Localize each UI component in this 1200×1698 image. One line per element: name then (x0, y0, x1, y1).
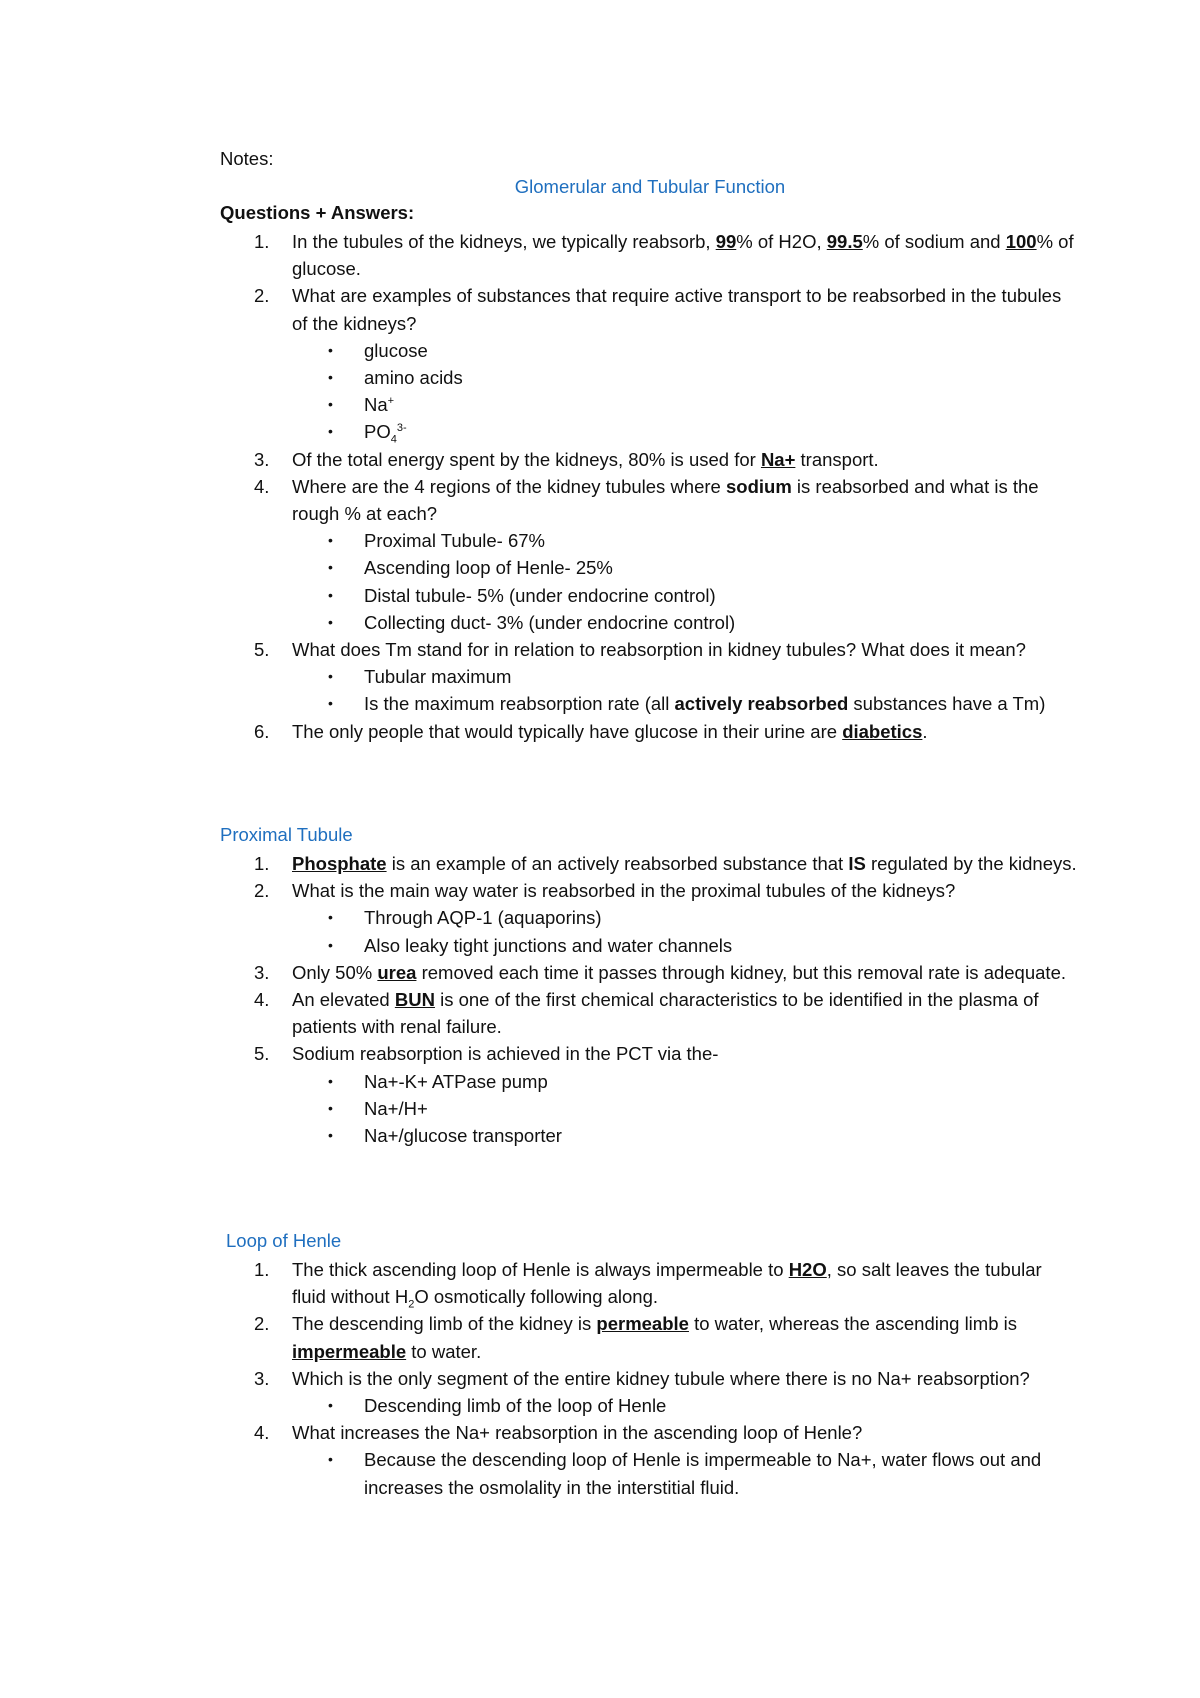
text: amino acids (364, 367, 463, 389)
bullet-icon: • (328, 369, 333, 386)
bullet-item (220, 391, 1080, 418)
subscript: 2 (408, 1298, 415, 1311)
bullet-icon: • (328, 695, 333, 712)
text: Distal tubule- 5% (under endocrine control) (364, 584, 716, 606)
key-value: 99 (715, 231, 737, 252)
list-number: 4. (254, 1422, 270, 1444)
text: % of glucose. (292, 231, 1074, 280)
text: The only people that would typically have glucose in their urine are (292, 720, 843, 742)
text: to water, whereas the ascending limb is (688, 1313, 1017, 1335)
key-value: H2O (788, 1259, 827, 1280)
text: to water. (406, 1340, 482, 1362)
bullet-item (220, 690, 1080, 717)
list-number: 3. (254, 448, 270, 470)
list-item (220, 1365, 1080, 1419)
bullet-icon: • (328, 586, 333, 603)
bullet-item (220, 418, 1080, 445)
document-title: Glomerular and Tubular Function (514, 176, 786, 197)
subscript: 4 (390, 434, 397, 447)
key-value: Na+ (760, 448, 796, 470)
text: Where are the 4 regions of the kidney tubules where (292, 475, 726, 497)
bullet-icon: • (328, 1127, 333, 1144)
text: Collecting duct- 3% (under endocrine control) (364, 611, 736, 633)
bullet-item (220, 582, 1080, 609)
list-item (220, 986, 1080, 1040)
qa-heading: Questions + Answers: (220, 202, 415, 223)
bullet-item (220, 554, 1080, 581)
text: Ascending loop of Henle- 25% (364, 557, 613, 579)
text: Na+-K+ ATPase pump (364, 1070, 548, 1092)
bullet-icon: • (328, 909, 333, 926)
superscript: 3- (396, 422, 407, 435)
text: Na (364, 394, 388, 416)
bullet-list (292, 527, 1080, 636)
bullet-list (292, 337, 1080, 446)
bullet-item (220, 663, 1080, 690)
section-heading-loop-of-henle: Loop of Henle (226, 1230, 342, 1251)
list-item (220, 636, 1080, 718)
text: Sodium reabsorption is achieved in the PCT via the- (292, 1043, 719, 1065)
key-term: sodium (725, 475, 792, 497)
text: The thick ascending loop of Henle is always impermeable to (292, 1259, 789, 1280)
text: is reabsorbed and what is the rough % at each? (292, 475, 1039, 525)
text: Through AQP-1 (aquaporins) (364, 907, 602, 929)
text: Also leaky tight junctions and water channels (364, 934, 733, 956)
text: Descending limb of the loop of Henle (364, 1395, 667, 1417)
text: is an example of an actively reabsorbed substance that (386, 853, 849, 874)
proximal-tubule-list (220, 850, 1080, 1149)
loop-of-henle-list (220, 1256, 1080, 1501)
bullet-icon: • (328, 668, 333, 685)
list-item (220, 1310, 1080, 1364)
bullet-icon: • (328, 341, 333, 358)
text: What is the main way water is reabsorbed in the proximal tubules of the kidneys? (292, 880, 956, 902)
list-number: 1. (254, 853, 270, 874)
text: Tubular maximum (364, 666, 512, 688)
text: An elevated (292, 989, 395, 1011)
list-number: 2. (254, 285, 270, 307)
list-number: 3. (254, 961, 270, 983)
bullet-item (220, 1122, 1080, 1149)
list-number: 3. (254, 1367, 270, 1389)
key-term: IS (848, 853, 866, 874)
bullet-item (220, 1446, 1080, 1500)
text: PO (364, 421, 391, 443)
bullet-icon: • (328, 423, 333, 440)
text: removed each time it passes through kidney, but this removal rate is adequate. (416, 961, 1066, 983)
key-value: impermeable (292, 1340, 407, 1362)
list-number: 1. (254, 231, 270, 252)
key-term: actively reabsorbed (674, 693, 849, 715)
text: % of sodium and (862, 231, 1006, 252)
text: Proximal Tubule- 67% (364, 530, 545, 552)
bullet-item (220, 337, 1080, 364)
key-value: 100 (1005, 231, 1037, 252)
bullet-item (220, 1068, 1080, 1095)
text: transport. (795, 448, 879, 470)
key-value: diabetics (842, 720, 923, 742)
key-value: Phosphate (292, 853, 387, 874)
list-item (220, 959, 1080, 986)
list-item (220, 282, 1080, 445)
bullet-item (220, 932, 1080, 959)
text: Because the descending loop of Henle is impermeable to Na+, water flows out and increases the osmolality in the interstitial fluid. (364, 1449, 1042, 1498)
superscript: + (387, 395, 395, 408)
bullet-list (292, 1446, 1080, 1500)
text: % of H2O, (736, 231, 827, 252)
bullet-list (292, 1068, 1080, 1150)
list-item (220, 1256, 1080, 1310)
text: What does Tm stand for in relation to reabsorption in kidney tubules? What does it mean? (292, 639, 1026, 661)
key-value: permeable (596, 1313, 689, 1335)
key-value: BUN (394, 989, 435, 1011)
list-item (220, 1040, 1080, 1149)
list-number: 6. (254, 720, 270, 742)
text: In the tubules of the kidneys, we typically reabsorb, (292, 231, 716, 252)
text: Is the maximum reabsorption rate (all (364, 693, 675, 715)
text: , so salt leaves the tubular fluid without H (292, 1259, 1042, 1308)
bullet-icon: • (328, 1072, 333, 1089)
text: . (922, 720, 928, 742)
text: What increases the Na+ reabsorption in the ascending loop of Henle? (292, 1422, 863, 1444)
text: Of the total energy spent by the kidneys, 80% is used for (292, 448, 761, 470)
bullet-icon: • (328, 1397, 333, 1414)
list-item (220, 718, 1080, 745)
list-number: 4. (254, 989, 270, 1011)
text: O osmotically following along. (414, 1286, 659, 1308)
bullet-list (292, 663, 1080, 717)
list-item (220, 850, 1080, 877)
bullet-icon: • (328, 1451, 333, 1468)
bullet-icon: • (328, 559, 333, 576)
list-number: 1. (254, 1259, 270, 1280)
bullet-list (292, 1392, 1080, 1419)
text: Na+/H+ (364, 1097, 428, 1119)
list-number: 5. (254, 1043, 270, 1065)
bullet-icon: • (328, 936, 333, 953)
bullet-item (220, 364, 1080, 391)
key-value: urea (377, 961, 417, 983)
notes-label: Notes: (220, 148, 274, 169)
text: What are examples of substances that require active transport to be reabsorbed in the tubules of the kidneys? (292, 285, 1062, 334)
list-item (220, 446, 1080, 473)
list-number: 4. (254, 475, 270, 497)
list-number: 2. (254, 1313, 270, 1335)
list-item (220, 877, 1080, 959)
text: Only 50% (292, 961, 378, 983)
text: regulated by the kidneys. (865, 853, 1077, 874)
key-value: 99.5 (826, 231, 863, 252)
section-heading-proximal-tubule: Proximal Tubule (220, 824, 353, 845)
bullet-item (220, 904, 1080, 931)
bullet-list (292, 904, 1080, 958)
text: Which is the only segment of the entire kidney tubule where there is no Na+ reabsorption? (292, 1367, 1030, 1389)
qa-list (220, 228, 1080, 745)
bullet-icon: • (328, 613, 333, 630)
bullet-icon: • (328, 532, 333, 549)
list-number: 2. (254, 880, 270, 902)
text: substances have a Tm) (848, 693, 1046, 715)
list-number: 5. (254, 639, 270, 661)
list-item (220, 228, 1080, 282)
text: Na+/glucose transporter (364, 1125, 562, 1147)
bullet-item (220, 609, 1080, 636)
text: glucose (364, 339, 428, 361)
bullet-item (220, 1392, 1080, 1419)
bullet-item (220, 1095, 1080, 1122)
text: The descending limb of the kidney is (292, 1313, 597, 1335)
bullet-item (220, 527, 1080, 554)
text: is one of the first chemical characteristics to be identified in the plasma of patients with renal failure. (292, 989, 1039, 1038)
bullet-icon: • (328, 1099, 333, 1116)
list-item (220, 473, 1080, 636)
list-item (220, 1419, 1080, 1501)
bullet-icon: • (328, 396, 333, 413)
